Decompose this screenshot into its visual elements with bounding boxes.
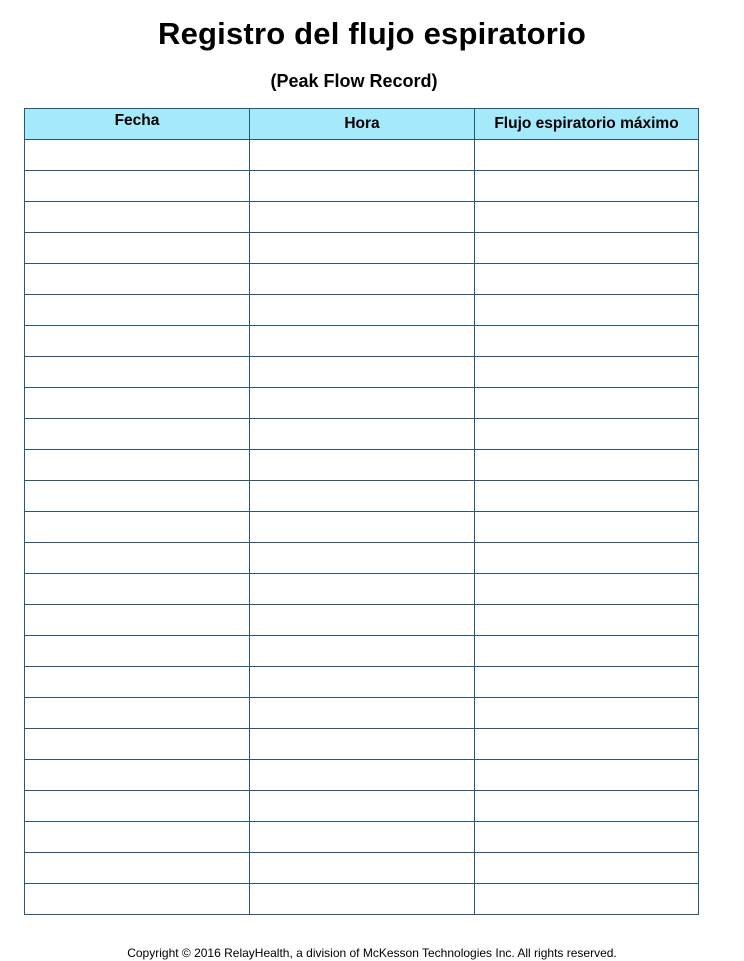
table-row xyxy=(25,326,699,357)
table-row xyxy=(25,760,699,791)
table-row xyxy=(25,884,699,915)
cell-time[interactable] xyxy=(250,853,475,884)
table-body xyxy=(25,140,699,915)
cell-time[interactable] xyxy=(250,140,475,171)
column-header-date: Fecha xyxy=(25,109,250,140)
cell-time[interactable] xyxy=(250,822,475,853)
cell-time[interactable] xyxy=(250,419,475,450)
cell-peak-flow[interactable] xyxy=(475,264,699,295)
cell-date[interactable] xyxy=(25,264,250,295)
table-row xyxy=(25,481,699,512)
column-header-peak-flow: Flujo espiratorio máximo xyxy=(475,109,699,140)
cell-peak-flow[interactable] xyxy=(475,791,699,822)
cell-peak-flow[interactable] xyxy=(475,202,699,233)
cell-peak-flow[interactable] xyxy=(475,574,699,605)
copyright-notice: Copyright © 2016 RelayHealth, a division of McKesson Technologies Inc. All rights reserved. xyxy=(127,946,617,960)
cell-date[interactable] xyxy=(25,450,250,481)
cell-date[interactable] xyxy=(25,233,250,264)
table-row xyxy=(25,419,699,450)
table-row xyxy=(25,171,699,202)
table-row xyxy=(25,388,699,419)
cell-peak-flow[interactable] xyxy=(475,326,699,357)
table-row xyxy=(25,450,699,481)
column-header-time: Hora xyxy=(250,109,475,140)
table-row xyxy=(25,791,699,822)
cell-peak-flow[interactable] xyxy=(475,760,699,791)
cell-peak-flow[interactable] xyxy=(475,388,699,419)
cell-time[interactable] xyxy=(250,233,475,264)
table-row xyxy=(25,605,699,636)
cell-date[interactable] xyxy=(25,140,250,171)
cell-peak-flow[interactable] xyxy=(475,233,699,264)
table-row xyxy=(25,853,699,884)
cell-date[interactable] xyxy=(25,295,250,326)
cell-date[interactable] xyxy=(25,822,250,853)
cell-peak-flow[interactable] xyxy=(475,481,699,512)
table-row xyxy=(25,295,699,326)
cell-peak-flow[interactable] xyxy=(475,140,699,171)
cell-date[interactable] xyxy=(25,171,250,202)
cell-date[interactable] xyxy=(25,202,250,233)
table-row xyxy=(25,574,699,605)
cell-peak-flow[interactable] xyxy=(475,295,699,326)
cell-time[interactable] xyxy=(250,698,475,729)
table-row xyxy=(25,202,699,233)
cell-time[interactable] xyxy=(250,264,475,295)
cell-date[interactable] xyxy=(25,791,250,822)
cell-time[interactable] xyxy=(250,884,475,915)
table-row xyxy=(25,636,699,667)
cell-peak-flow[interactable] xyxy=(475,171,699,202)
cell-time[interactable] xyxy=(250,605,475,636)
cell-date[interactable] xyxy=(25,357,250,388)
cell-time[interactable] xyxy=(250,760,475,791)
peak-flow-table xyxy=(24,108,699,915)
cell-date[interactable] xyxy=(25,636,250,667)
cell-peak-flow[interactable] xyxy=(475,357,699,388)
cell-peak-flow[interactable] xyxy=(475,450,699,481)
cell-peak-flow[interactable] xyxy=(475,636,699,667)
cell-time[interactable] xyxy=(250,543,475,574)
table-row xyxy=(25,698,699,729)
cell-date[interactable] xyxy=(25,512,250,543)
table-row xyxy=(25,543,699,574)
cell-date[interactable] xyxy=(25,605,250,636)
cell-peak-flow[interactable] xyxy=(475,419,699,450)
cell-date[interactable] xyxy=(25,698,250,729)
page-subtitle: (Peak Flow Record) xyxy=(270,71,438,91)
cell-time[interactable] xyxy=(250,171,475,202)
cell-date[interactable] xyxy=(25,884,250,915)
cell-peak-flow[interactable] xyxy=(475,543,699,574)
table-row xyxy=(25,357,699,388)
cell-time[interactable] xyxy=(250,791,475,822)
cell-peak-flow[interactable] xyxy=(475,605,699,636)
table-row xyxy=(25,667,699,698)
cell-time[interactable] xyxy=(250,202,475,233)
table-row xyxy=(25,512,699,543)
table-row xyxy=(25,729,699,760)
table-header-row xyxy=(25,109,699,140)
cell-time[interactable] xyxy=(250,295,475,326)
cell-peak-flow[interactable] xyxy=(475,729,699,760)
cell-peak-flow[interactable] xyxy=(475,822,699,853)
cell-date[interactable] xyxy=(25,543,250,574)
cell-date[interactable] xyxy=(25,574,250,605)
cell-date[interactable] xyxy=(25,388,250,419)
cell-date[interactable] xyxy=(25,667,250,698)
cell-date[interactable] xyxy=(25,760,250,791)
cell-time[interactable] xyxy=(250,357,475,388)
table-row xyxy=(25,822,699,853)
cell-date[interactable] xyxy=(25,729,250,760)
page-title: Registro del flujo espiratorio xyxy=(158,16,586,51)
cell-time[interactable] xyxy=(250,481,475,512)
cell-time[interactable] xyxy=(250,729,475,760)
cell-peak-flow[interactable] xyxy=(475,853,699,884)
cell-time[interactable] xyxy=(250,326,475,357)
table-row xyxy=(25,264,699,295)
cell-date[interactable] xyxy=(25,853,250,884)
cell-time[interactable] xyxy=(250,388,475,419)
cell-peak-flow[interactable] xyxy=(475,884,699,915)
table-row xyxy=(25,140,699,171)
cell-date[interactable] xyxy=(25,481,250,512)
cell-time[interactable] xyxy=(250,450,475,481)
cell-peak-flow[interactable] xyxy=(475,667,699,698)
cell-peak-flow[interactable] xyxy=(475,512,699,543)
cell-time[interactable] xyxy=(250,636,475,667)
cell-time[interactable] xyxy=(250,512,475,543)
cell-time[interactable] xyxy=(250,667,475,698)
cell-time[interactable] xyxy=(250,574,475,605)
cell-peak-flow[interactable] xyxy=(475,698,699,729)
cell-date[interactable] xyxy=(25,326,250,357)
cell-date[interactable] xyxy=(25,419,250,450)
table-row xyxy=(25,233,699,264)
